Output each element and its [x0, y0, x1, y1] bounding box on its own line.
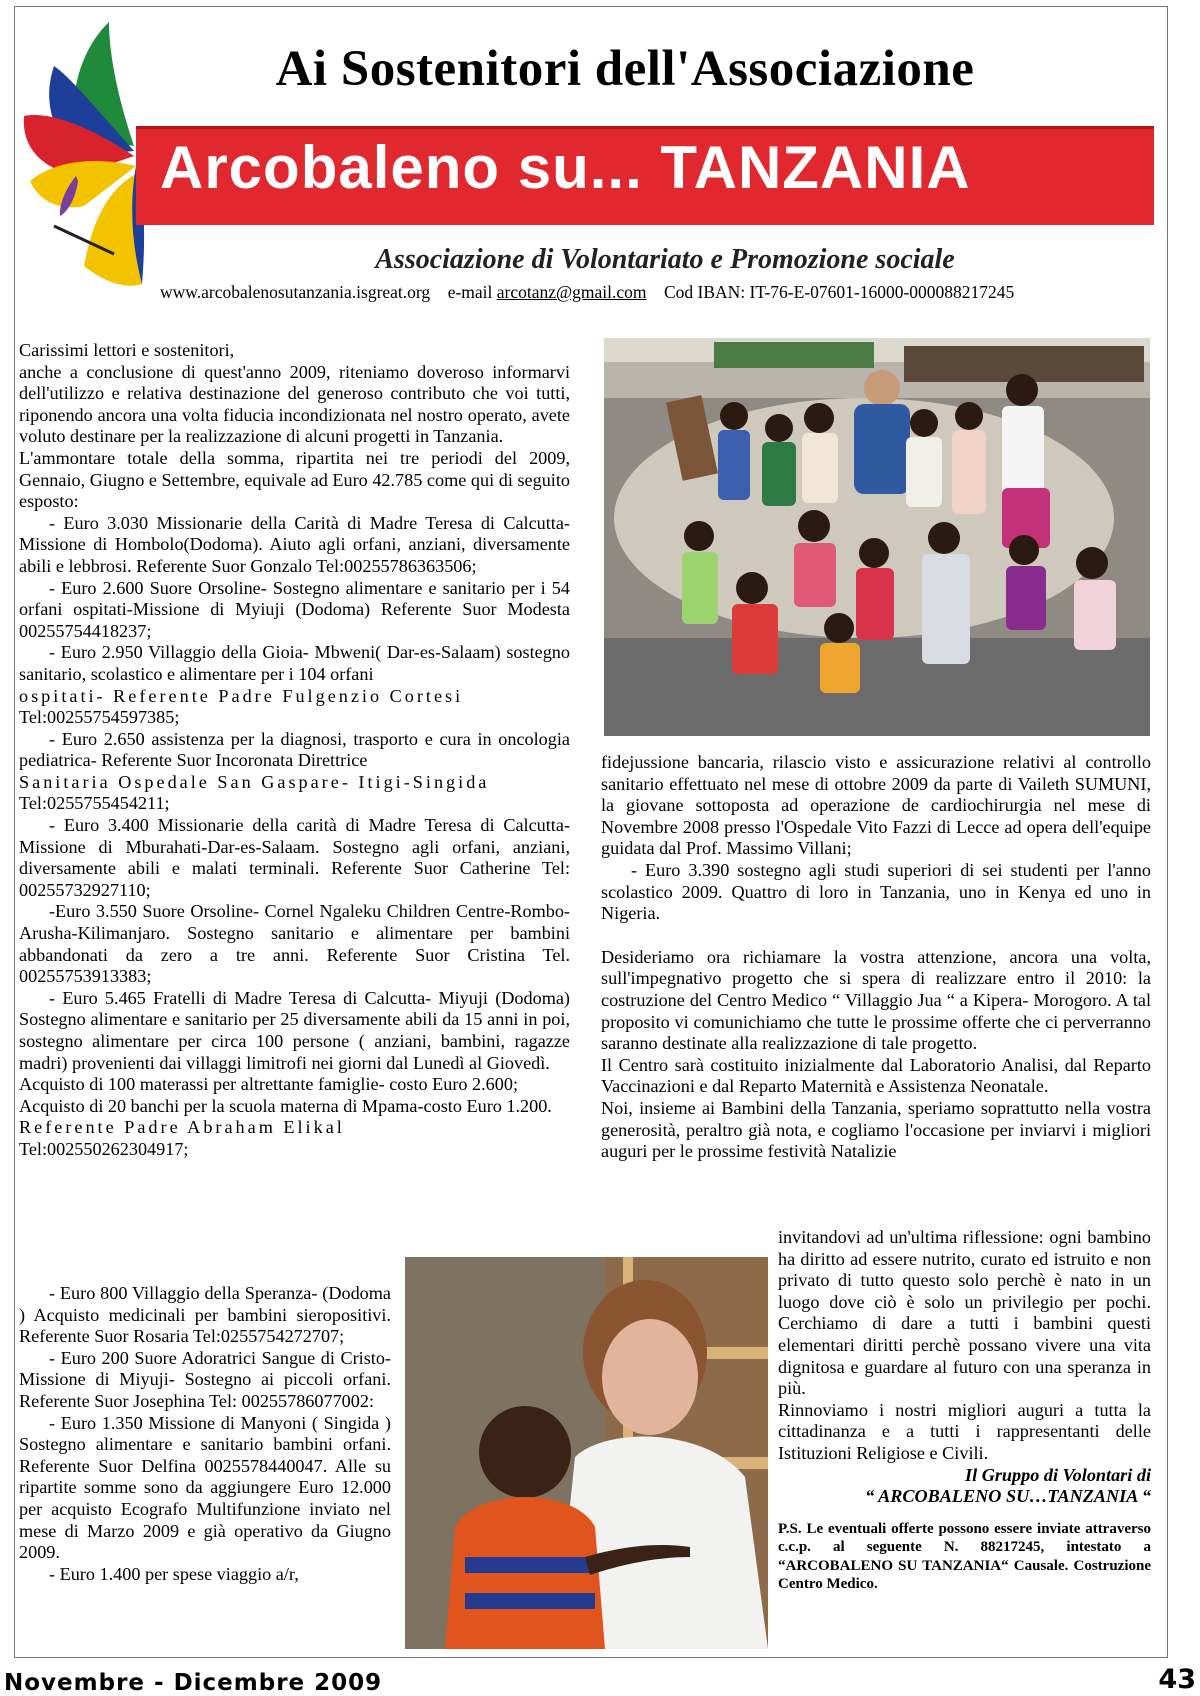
- signature-line: “ ARCOBALENO SU…TANZANIA “: [865, 1486, 1151, 1507]
- paragraph: invitandovi ad un'ultima riflessione: ogni bambino ha diritto ad essere nutrito, curato ed istruito e non privato di tutto questo solo perchè è nato in un luogo dove ciò è solo un privilegio per pochi. Cerchiamo di dare a tutti i bambini questi elementari diritti perchè possano vivere una vita dignitosa e guardare al futuro con una speranza in più.: [778, 1227, 1151, 1399]
- paragraph: L'ammontare totale della somma, ripartita nei tre periodi del 2009, Gennaio, Giugno e Settembre, equivale ad Euro 42.785 come qui di seguito esposto:: [19, 447, 570, 512]
- donation-item-cont: Tel:00255754597385;: [19, 707, 180, 728]
- purchase-item: Acquisto di 20 banchi per la scuola materna di Mpama-costo Euro 1.200.: [19, 1095, 552, 1116]
- right-narrow-column: [778, 1227, 1151, 1594]
- donation-item: - Euro 1.400 per spese viaggio a/r,: [49, 1563, 299, 1584]
- referent-line: Referente Padre Abraham Elikal: [19, 1117, 345, 1138]
- paragraph: Rinnoviamo i nostri migliori auguri a tutta la cittadinanza e a tutti i rappresentanti delle Istituzioni Religiose e Civili.: [778, 1399, 1151, 1463]
- paragraph: Il Centro sarà costituito inizialmente dal Laboratorio Analisi, dal Reparto Vaccinazioni e dal Reparto Maternità e Assistenza Neonatale.: [601, 1054, 1151, 1097]
- association-name: Arcobaleno su... TANZANIA: [160, 134, 971, 201]
- purchase-item: Acquisto di 100 materassi per altrettante famiglie- costo Euro 2.600;: [19, 1074, 519, 1095]
- association-subtitle: Associazione di Volontariato e Promozione sociale: [375, 244, 955, 275]
- email-label: e-mail: [447, 282, 493, 302]
- email-link[interactable]: arcotanz@gmail.com: [496, 282, 647, 302]
- donation-item-cont: Tel:0255755454211;: [19, 793, 170, 814]
- signature-line: Il Gruppo di Volontari di: [965, 1464, 1151, 1485]
- donation-item: - Euro 5.465 Fratelli di Madre Teresa di Calcutta- Miyuji (Dodoma) Sostegno alimentare e sanitario per 25 diversamente abili da 15 anni in poi, sostegno alimentare per circa 100 persone ( anziani, bambini, ragazze madri) provenienti dai villaggi limitrofi nei giorni dal Lunedì al Giovedì.: [19, 987, 570, 1073]
- paragraph: fidejussione bancaria, rilascio visto e assicurazione relativi al controllo sanitario effettuato nel mese di ottobre 2009 da parte di Vaileth SUMUNI, la giovane sottoposta ad operazione de cardiochirurgia nel mese di Novembre 2008 presso l'Ospedale Vito Fazzi di Lecce ad opera dell'equipe guidata dal Prof. Massimo Villani;: [601, 752, 1151, 859]
- issue-date: Novembre - Dicembre 2009: [4, 1670, 383, 1696]
- postscript: P.S. Le eventuali offerte possono essere inviate attraverso c.c.p. al seguente N. 88217245, intestato a “ARCOBALENO SU TANZANIA“ Causale. Costruzione Centro Medico.: [778, 1520, 1151, 1593]
- donation-item: - Euro 3.390 sostegno agli studi superiori di sei studenti per l'anno scolastico 2009. Quattro di loro in Tanzania, uno in Kenya ed uno in Nigeria.: [601, 859, 1151, 924]
- donation-item-cont: ospitati- Referente Padre Fulgenzio Cortesi: [19, 685, 464, 706]
- left-column: [19, 340, 570, 1161]
- referent-phone: Tel:002550262304917;: [19, 1138, 189, 1159]
- children-group-photo: [604, 338, 1150, 736]
- donation-item: - Euro 2.950 Villaggio della Gioia- Mbweni( Dar-es-Salaam) sostegno sanitario, scolastico e alimentare per i 104 orfani: [19, 642, 570, 684]
- donation-item: - Euro 3.030 Missionarie della Carità di Madre Teresa di Calcutta- Missione di Hombolo(Dodoma). Aiuto agli orfani, anziani, diversamente abili e lebbrosi. Referente Suor Gonzalo Tel:00255786363506;: [19, 512, 570, 576]
- website-link[interactable]: www.arcobalenosutanzania.isgreat.org: [160, 282, 431, 302]
- donation-item-cont: Sanitaria Ospedale San Gaspare- Itigi-Singida: [19, 771, 490, 792]
- iban-code: Cod IBAN: IT-76-E-07601-16000-000088217245: [664, 282, 1015, 302]
- donation-item: - Euro 800 Villaggio della Speranza- (Dodoma ) Acquisto medicinali per bambini sieropositivi. Referente Suor Rosaria Tel:0255754272707;: [19, 1283, 391, 1347]
- greeting: Carissimi lettori e sostenitori,: [19, 340, 235, 360]
- left-narrow-column: [19, 1283, 391, 1585]
- donation-item: -Euro 3.550 Suore Orsoline- Cornel Ngaleku Children Centre-Rombo- Arusha-Kilimanjaro. Sostegno sanitario e alimentare per bambini abbandonati da zero a tre anni. Referente Suor Cristina Tel. 00255753913383;: [19, 901, 570, 987]
- donation-item: - Euro 3.400 Missionarie della carità di Madre Teresa di Calcutta- Missione di Mburahati-Dar-es-Salaam. Sostegno agli orfani, anziani, diversamente abili e malati terminali. Referente Suor Catherine Tel: 00255732927110;: [19, 815, 570, 900]
- paragraph: Desideriamo ora richiamare la vostra attenzione, ancora una volta, sull'impegnativo progetto che si spera di realizzare entro il 2010: la costruzione del Centro Medico “ Villaggio Jua “ a Kipera- Morogoro. A tal proposito vi comunichiamo che tutte le prossime offerte che ci perverranno saranno destinate alla realizzazione di tale progetto.: [601, 946, 1151, 1054]
- donation-item: - Euro 200 Suore Adoratrici Sangue di Cristo- Missione di Miyuji- Sostegno ai piccoli orfani. Referente Suor Josephina Tel: 00255786077002:: [19, 1347, 391, 1411]
- page-number: 43: [1158, 1664, 1196, 1695]
- paragraph: Noi, insieme ai Bambini della Tanzania, speriamo soprattutto nella vostra generosità, peraltro già nota, e cogliamo l'occasione per inviarvi i migliori auguri per le prossime festività Natalizie: [601, 1097, 1151, 1162]
- right-column: [601, 752, 1151, 1163]
- paragraph: anche a conclusione di quest'anno 2009, riteniamo doveroso informarvi dell'utilizzo e relativa destinazione del generoso contributo che voi tutti, riponendo ancora una volta fiducia incondizionata nel nostro operato, avete voluto destinare per la realizzazione di alcuni progetti in Tanzania.: [19, 361, 570, 447]
- contact-line: [160, 282, 1014, 303]
- donation-item: - Euro 2.650 assistenza per la diagnosi, trasporto e cura in oncologia pediatrica- Referente Suor Incoronata Direttrice: [19, 728, 570, 771]
- volunteer-with-child-photo: [405, 1257, 768, 1649]
- donation-item: - Euro 2.600 Suore Orsoline- Sostegno alimentare e sanitario per i 54 orfani ospitati-Missione di Myiuji (Dodoma) Referente Suor Modesta 00255754418237;: [19, 577, 570, 641]
- donation-item: - Euro 1.350 Missione di Manyoni ( Singida ) Sostegno alimentare e sanitario bambini orfani. Referente Suor Delfina 0025578440047. Alle su ripartite somme sono da aggiungere Euro 12.000 per acquisto Ecografo Multifunzione inviato nel mese di Marzo 2009 e già operativo da Giugno 2009.: [19, 1412, 391, 1563]
- rainbow-logo: [14, 16, 146, 292]
- page-title: Ai Sostenitori dell'Associazione: [275, 41, 975, 97]
